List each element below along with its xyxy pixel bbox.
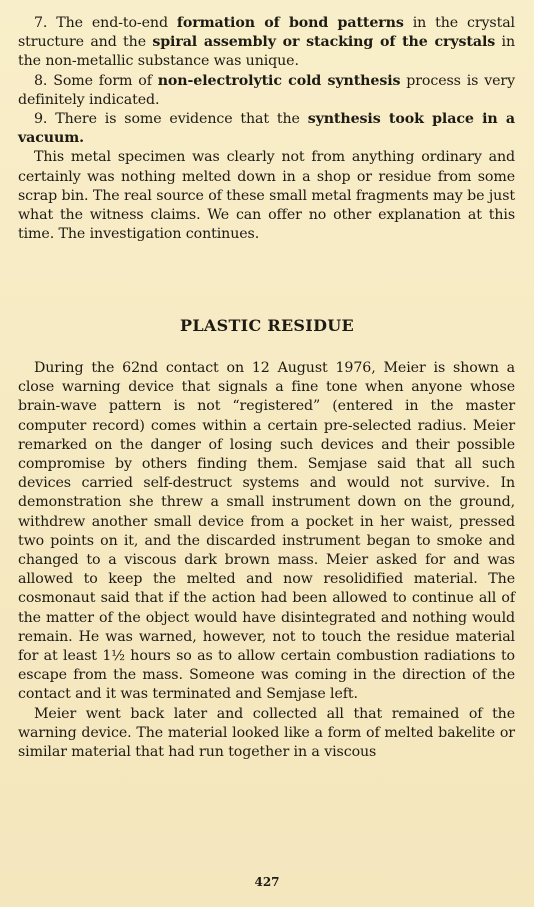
finding-9-bold-vacuum: synthesis took place in a vacuum.	[18, 111, 515, 147]
finding-7-bold-bond-patterns: formation of bond patterns	[176, 15, 404, 31]
finding-7-text-a: 7. The end-to-end	[34, 15, 177, 31]
finding-7-text-c: in the crystal structure and the	[18, 15, 515, 51]
finding-9-paragraph	[18, 110, 515, 148]
finding-8-text-a: 8. Some form of	[34, 72, 158, 89]
finding-8-paragraph	[18, 72, 515, 110]
plastic-residue-text-block	[18, 359, 515, 762]
finding-7-bold-spiral-assembly: spiral assembly or stacking of the crystals	[152, 34, 496, 51]
finding-7-paragraph	[18, 14, 515, 72]
finding-7-text-e: in the non-metallic substance was unique.	[18, 34, 515, 70]
top-text-block	[18, 14, 515, 244]
conclusion-paragraph: This metal specimen was clearly not from anything ordinary and certainly was nothing melted down in a shop or residue from some scrap bin. The real source of these small metal fragments may be just what the witness claims. We can offer no other explanation at this time. The investigation continues.	[18, 149, 515, 243]
section-heading: PLASTIC RESIDUE	[180, 316, 354, 335]
plastic-residue-paragraph-2: Meier went back later and collected all that remained of the warning device. The material looked like a form of melted bakelite or similar material that had run together in a viscous	[18, 705, 515, 761]
page-number: 427	[254, 875, 280, 889]
finding-9-text-a: 9. There is some evidence that the	[34, 111, 308, 128]
finding-8-text-c: process is very definitely indicated.	[18, 72, 516, 108]
finding-8-bold-cold-synthesis: non-electrolytic cold synthesis	[157, 72, 401, 89]
plastic-residue-paragraph-1: During the 62nd contact on 12 August 1976, Meier is shown a close warning device that signals a fine tone when anyone whose brain-wave pattern is not “registered” (entered in the master computer record) comes within a certain pre-selected radius. Meier remarked on the danger of losing such devices and their possible compromise by others finding them. Semjase said that all such devices carried self-destruct systems and would not survive. In demonstration she threw a small instrument down on the ground, withdrew another small device from a pocket in her waist, pressed two points on it, and the discarded instrument began to smoke and changed to a viscous dark brown mass. Meier asked for and was allowed to keep the melted and now resolidified material. The cosmonaut said that if the action had been allowed to continue all of the matter of the object would have disintegrated and nothing would remain. He was warned, however, not to touch the residue material for at least 1½ hours so as to allow certain combustion radiations to escape from the mass. Someone was coming in the direction of the contact and it was terminated and Semjase left.	[18, 360, 515, 703]
